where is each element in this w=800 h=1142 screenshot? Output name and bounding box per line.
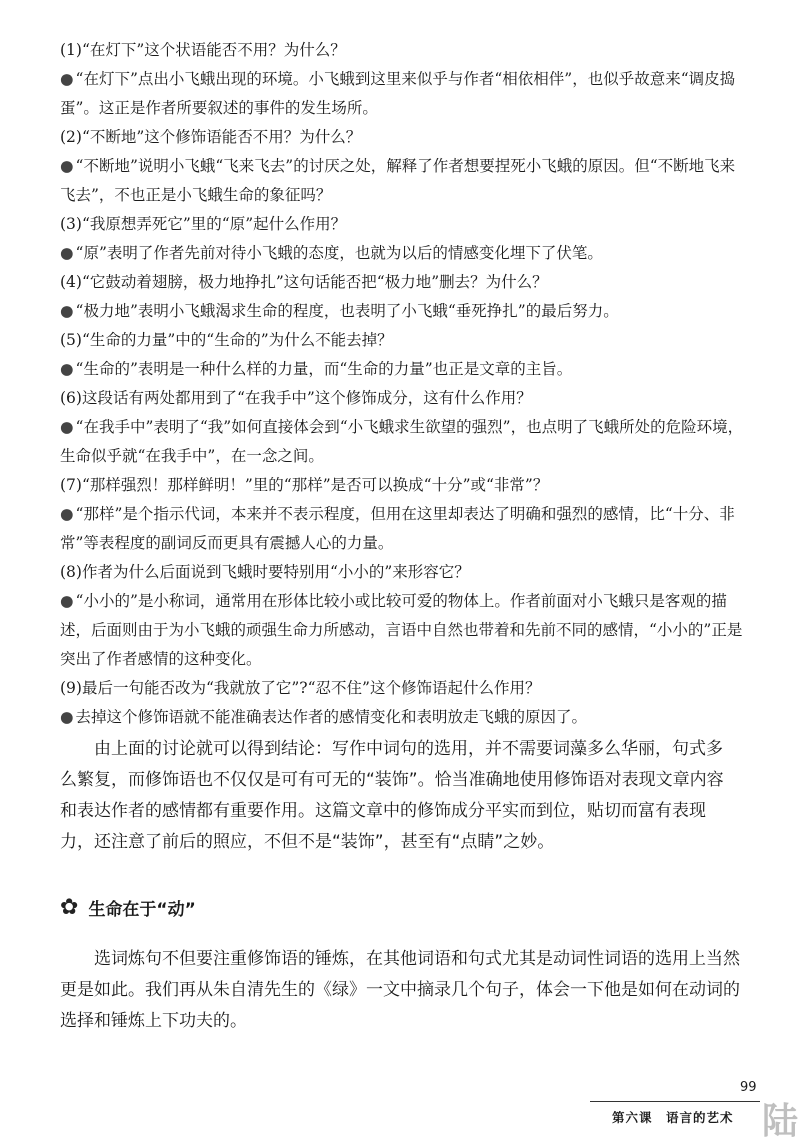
chapter-label: 第六课 语言的艺术 <box>612 1110 734 1125</box>
footer-divider <box>590 1101 760 1102</box>
bullet-dot-icon: ● <box>60 505 74 523</box>
bullet-dot-icon: ● <box>60 592 74 610</box>
bullet-dot-icon: ● <box>60 244 74 262</box>
bullet-dot-icon: ● <box>60 302 74 320</box>
bullet-dot-icon: ● <box>60 708 74 726</box>
question-2: (2)“不断地”这个修饰语能否不用？为什么？ <box>60 128 362 146</box>
answer-8: ● “小小的”是小称词，通常用在形体比较小或比较可爱的物体上。作者前面对小飞蛾只是客观的描述，后面则由于为小飞蛾的顽强生命力所感动，言语中自然也带着和先前不同的感情，“小小的”正是突出了作者感情的这种变化。 <box>60 592 743 668</box>
question-3: (3)“我原想弄死它”里的“原”起什么作用？ <box>60 215 347 233</box>
flower-icon: ✿ <box>60 895 79 920</box>
answer-3: ● “原”表明了作者先前对待小飞蛾的态度，也就为以后的情感变化埋下了伏笔。 <box>60 244 603 262</box>
question-5: (5)“生命的力量”中的“生命的”为什么不能去掉？ <box>60 331 393 349</box>
answer-9: ● 去掉这个修饰语就不能准确表达作者的感情变化和表明放走飞蛾的原因了。 <box>60 708 588 726</box>
qa-list <box>60 36 750 732</box>
question-9: (9)最后一句能否改为“我就放了它”?“忍不住”这个修饰语起什么作用？ <box>60 679 541 697</box>
answer-4: ● “极力地”表明小飞蛾渴求生命的程度，也表明了小飞蛾“垂死挣扎”的最后努力。 <box>60 302 619 320</box>
bullet-dot-icon: ● <box>60 360 74 378</box>
conclusion-paragraph: 由上面的讨论就可以得到结论：写作中词句的选用，并不需要词藻多么华丽，句式多么繁复，而修饰语也不仅仅是可有可无的“装饰”。恰当准确地使用修饰语对表现文章内容和表达作者的感情都有重要作用。这篇文章中的修饰成分平实而到位，贴切而富有表现力，还注意了前后的照应，不但不是“装饰”，甚至有“点睛”之妙。 <box>60 739 724 852</box>
intro-paragraph: 选词炼句不但要注重修饰语的锤炼，在其他词语和句式尤其是动词性词语的选用上当然更是如此。我们再从朱自清先生的《绿》一文中摘录几个句子，体会一下他是如何在动词的选择和锤炼上下功夫的。 <box>60 949 740 1031</box>
question-1: (1)“在灯下”这个状语能否不用？为什么？ <box>60 41 346 59</box>
question-4: (4)“它鼓动着翅膀，极力地挣扎”这句话能否把“极力地”删去？为什么？ <box>60 273 548 291</box>
answer-7: ● “那样”是个指示代词，本来并不表示程度，但用在这里却表达了明确和强烈的感情，比“十分、非常”等表程度的副词反而更具有震撼人心的力量。 <box>60 505 735 552</box>
answer-2: ● “不断地”说明小飞蛾“飞来飞去”的讨厌之处，解释了作者想要捏死小飞蛾的原因。但“不断地飞来飞去”，不也正是小飞蛾生命的象征吗？ <box>60 157 736 204</box>
question-8: (8)作者为什么后面说到飞蛾时要特别用“小小的”来形容它？ <box>60 563 470 581</box>
bullet-dot-icon: ● <box>60 418 74 436</box>
bullet-dot-icon: ● <box>60 70 74 88</box>
answer-5: ● “生命的”表明是一种什么样的力量，而“生命的力量”也正是文章的主旨。 <box>60 360 573 378</box>
section-heading <box>60 895 460 920</box>
question-6: (6)这段话有两处都用到了“在我手中”这个修饰成分，这有什么作用？ <box>60 389 532 407</box>
page-number: 99 <box>740 1080 757 1095</box>
section-title: 生命在于“动” <box>88 900 196 920</box>
bullet-dot-icon: ● <box>60 157 74 175</box>
question-7: (7)“那样强烈！那样鲜明！”里的“那样”是否可以换成“十分”或“非常”？ <box>60 476 549 494</box>
answer-6: ● “在我手中”表明了“我”如何直接体会到“小飞蛾求生欲望的强烈”，也点明了飞蛾所处的危险环境，生命似乎就“在我手中”，在一念之间。 <box>60 418 744 465</box>
answer-1: ● “在灯下”点出小飞蛾出现的环境。小飞蛾到这里来似乎与作者“相依相伴”，也似乎故意来“调皮捣蛋”。这正是作者所要叙述的事件的发生场所。 <box>60 70 736 117</box>
edge-tab-char: 陆 <box>762 1100 799 1142</box>
